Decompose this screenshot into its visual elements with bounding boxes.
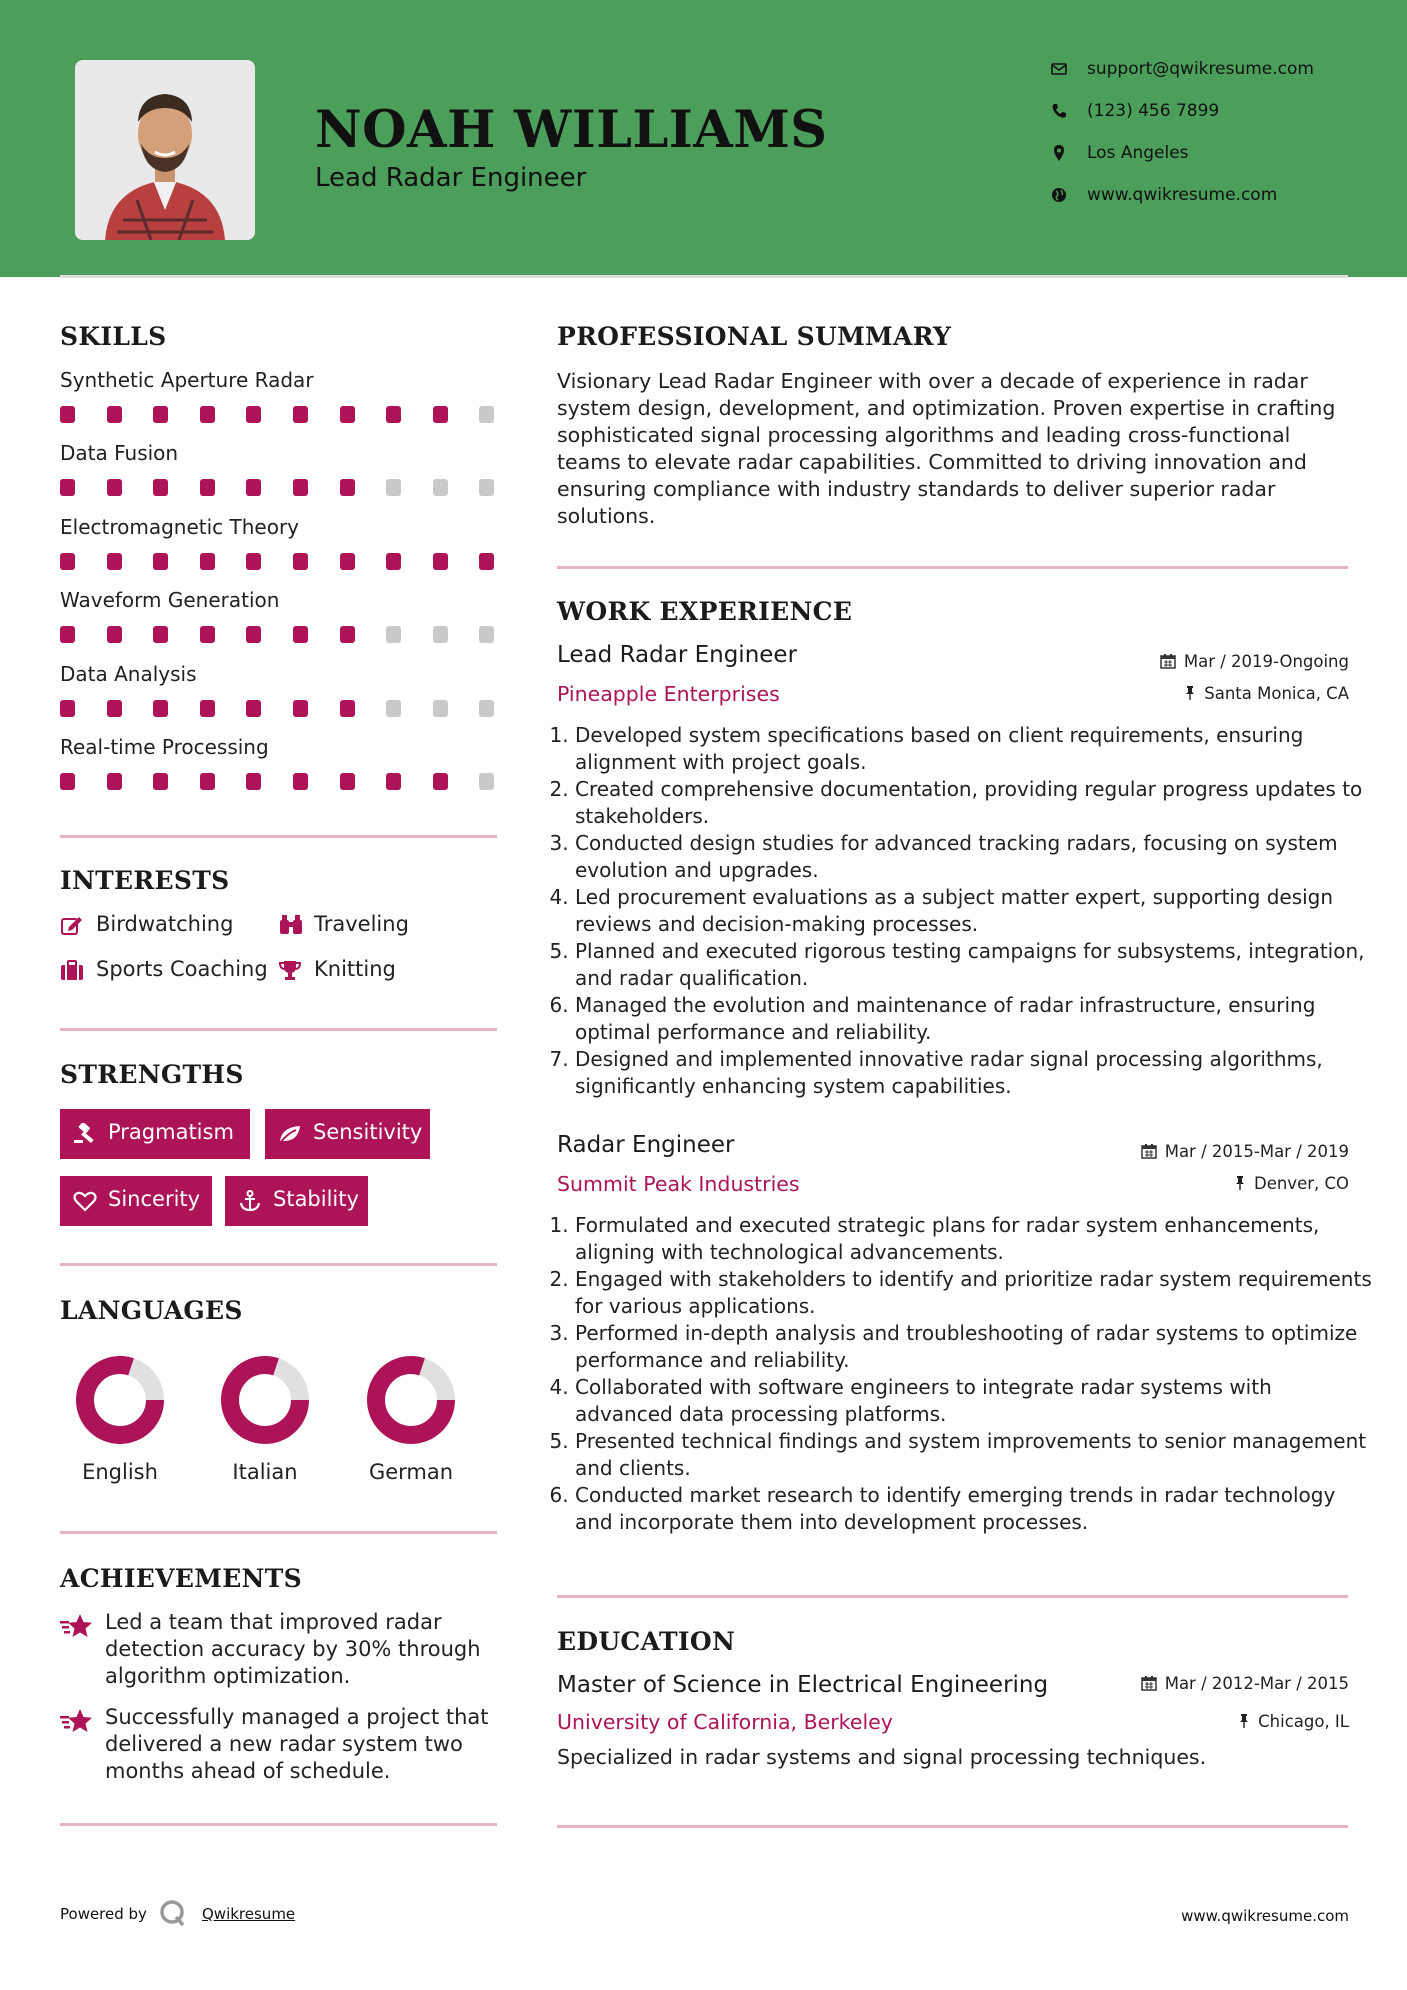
skill-name: Waveform Generation (60, 588, 280, 613)
skill-dot (386, 700, 401, 717)
education-location-text: Chicago, IL (1258, 1712, 1349, 1731)
phone-icon (1050, 102, 1068, 120)
skill-dot (246, 406, 261, 423)
profile-photo (75, 60, 255, 240)
interests-divider (60, 1028, 497, 1031)
strength-label: Pragmatism (108, 1120, 234, 1144)
skill-dot (107, 773, 122, 790)
contact-email-text: support@qwikresume.com (1087, 59, 1314, 79)
skill-dot (60, 479, 75, 496)
languages-divider (60, 1531, 497, 1534)
skill-dot (340, 479, 355, 496)
avatar (75, 60, 255, 240)
job-dates-text: Mar / 2019-Ongoing (1183, 652, 1349, 671)
job-duty-item: 3. Performed in-depth analysis and troubleshooting of radar systems to optimize performance and reliability. (575, 1320, 1375, 1374)
job-company: Pineapple Enterprises (557, 682, 780, 706)
skill-dot (200, 773, 215, 790)
contact-website-text: www.qwikresume.com (1087, 185, 1278, 205)
strength-tag (60, 1176, 212, 1226)
gavel-icon (73, 1123, 97, 1145)
skill-dot (107, 700, 122, 717)
skill-dot (107, 626, 122, 643)
interest-label: Knitting (314, 957, 396, 981)
candidate-name: NOAH WILLIAMS (315, 100, 828, 160)
skill-dot (479, 773, 494, 790)
job-duty-item: 4. Collaborated with software engineers to integrate radar systems with advanced data processing platforms. (575, 1374, 1375, 1428)
skill-dot (107, 479, 122, 496)
skill-dot (246, 626, 261, 643)
briefcase-icon (60, 959, 84, 981)
achievements-title: ACHIEVEMENTS (60, 1564, 302, 1593)
skill-dot (200, 626, 215, 643)
skill-dot (479, 626, 494, 643)
language-level-donut (366, 1355, 456, 1445)
summary-divider (557, 566, 1348, 569)
skill-dot (200, 700, 215, 717)
strengths-divider (60, 1263, 497, 1266)
job-location (1234, 1174, 1349, 1193)
envelope-icon (1050, 60, 1068, 78)
skill-dot (386, 773, 401, 790)
globe-icon (1050, 186, 1068, 204)
job-dates-text: Mar / 2015-Mar / 2019 (1164, 1142, 1349, 1161)
map-pin-icon (1050, 144, 1068, 162)
skill-dot (200, 553, 215, 570)
interests-title: INTERESTS (60, 866, 230, 895)
skill-rating (60, 700, 500, 717)
skills-divider (60, 835, 497, 838)
skill-dot (60, 553, 75, 570)
skill-dot (293, 553, 308, 570)
leaf-icon (278, 1123, 302, 1145)
skill-rating (60, 406, 500, 423)
skill-dot (433, 773, 448, 790)
job-company: Summit Peak Industries (557, 1172, 800, 1196)
footer-brand-link[interactable]: Qwikresume (202, 1905, 296, 1923)
skill-rating (60, 553, 500, 570)
strength-label: Sincerity (108, 1187, 201, 1211)
pencil-square-icon (60, 914, 84, 936)
trophy-icon (278, 959, 302, 981)
achievements-divider (60, 1823, 497, 1826)
language-label: German (368, 1460, 454, 1484)
skill-dot (153, 553, 168, 570)
skill-dot (293, 626, 308, 643)
skill-dot (479, 553, 494, 570)
education-dates (1141, 1674, 1349, 1693)
footer-powered-by: Powered by (60, 1905, 147, 1923)
binoculars-icon (278, 914, 304, 936)
job-duty-item: 7. Designed and implemented innovative radar signal processing algorithms, significantly enhancing system capabilities. (575, 1046, 1375, 1100)
job-location (1184, 684, 1349, 703)
language-label: English (82, 1460, 158, 1484)
strengths-title: STRENGTHS (60, 1060, 244, 1089)
language-level-donut (75, 1355, 165, 1445)
job-duty-item: 2. Engaged with stakeholders to identify and prioritize radar system requirements for various applications. (575, 1266, 1375, 1320)
job-duties-list (555, 722, 1375, 1100)
skill-name: Synthetic Aperture Radar (60, 368, 314, 392)
experience-title: WORK EXPERIENCE (557, 597, 853, 626)
skill-dot (60, 773, 75, 790)
languages-title: LANGUAGES (60, 1296, 243, 1325)
summary-text: Visionary Lead Radar Engineer with over a decade of experience in radar system design, development, and optimization. Proven expertise in crafting sophisticated signal processing algorithms and leading cross-functional teams to elevate radar capabilities. Committed to driving innovation and ensuring compliance with industry standards to deliver superior radar solutions. (557, 369, 1336, 528)
interest-label: Sports Coaching (96, 957, 268, 981)
skill-dot (153, 700, 168, 717)
qwikresume-logo-icon (158, 1898, 188, 1928)
skill-rating (60, 626, 500, 643)
star-icon (60, 1613, 94, 1639)
skill-name: Data Analysis (60, 661, 197, 686)
education-divider (557, 1825, 1348, 1828)
skill-dot (340, 700, 355, 717)
education-description: Specialized in radar systems and signal processing techniques. (557, 1745, 1207, 1769)
footer-website[interactable]: www.qwikresume.com (1181, 1907, 1349, 1925)
skill-dot (386, 553, 401, 570)
education-location (1238, 1712, 1349, 1731)
skills-title: SKILLS (60, 322, 167, 351)
job-duty-item: 5. Planned and executed rigorous testing campaigns for subsystems, integration, and radar qualification. (575, 938, 1375, 992)
job-duties-list (555, 1212, 1375, 1536)
skill-dot (433, 700, 448, 717)
calendar-icon (1141, 1143, 1157, 1159)
skill-name: Electromagnetic Theory (60, 514, 300, 539)
job-dates (1141, 1142, 1349, 1161)
skill-dot (340, 553, 355, 570)
strength-tag (60, 1109, 250, 1159)
education-dates-text: Mar / 2012-Mar / 2015 (1164, 1674, 1349, 1693)
skill-dot (200, 479, 215, 496)
job-title: Radar Engineer (557, 1132, 735, 1158)
job-duty-item: 2. Created comprehensive documentation, providing regular progress updates to stakeholders. (575, 776, 1375, 830)
skill-dot (479, 700, 494, 717)
job-location-text: Santa Monica, CA (1204, 684, 1349, 703)
skill-rating (60, 479, 500, 496)
candidate-role: Lead Radar Engineer (315, 163, 587, 193)
skill-dot (60, 626, 75, 643)
skill-name: Real-time Processing (60, 735, 269, 759)
strength-label: Stability (273, 1187, 359, 1211)
skill-dot (293, 406, 308, 423)
pushpin-icon (1234, 1175, 1246, 1191)
skill-name: Data Fusion (60, 441, 179, 466)
calendar-icon (1160, 653, 1176, 669)
skill-dot (153, 479, 168, 496)
skill-dot (60, 700, 75, 717)
skill-dot (386, 626, 401, 643)
contact-phone-text: (123) 456 7899 (1087, 101, 1220, 121)
language-label: Italian (232, 1460, 298, 1484)
header (0, 0, 1407, 277)
skill-dot (153, 406, 168, 423)
job-duty-item: 1. Developed system specifications based on client requirements, ensuring alignment with project goals. (575, 722, 1375, 776)
anchor-icon (238, 1190, 262, 1212)
skill-dot (386, 406, 401, 423)
job-duty-item: 4. Led procurement evaluations as a subject matter expert, supporting design reviews and decision-making processes. (575, 884, 1375, 938)
skill-dot (60, 406, 75, 423)
job-duty-item: 6. Managed the evolution and maintenance of radar infrastructure, ensuring optimal performance and reliability. (575, 992, 1375, 1046)
skill-dot (293, 479, 308, 496)
skill-dot (153, 626, 168, 643)
calendar-icon (1141, 1675, 1157, 1691)
achievement-text: Successfully managed a project that delivered a new radar system two months ahead of schedule. (105, 1705, 489, 1783)
interest-label: Birdwatching (96, 912, 234, 936)
skill-dot (479, 406, 494, 423)
strength-label: Sensitivity (313, 1120, 423, 1144)
skill-dot (340, 626, 355, 643)
skill-dot (293, 773, 308, 790)
education-title: EDUCATION (557, 1627, 736, 1656)
education-degree: Master of Science in Electrical Engineering (557, 1672, 1049, 1698)
skill-dot (246, 479, 261, 496)
strength-tag (265, 1109, 430, 1159)
education-school: University of California, Berkeley (557, 1710, 893, 1734)
skill-dot (433, 553, 448, 570)
language-level-donut (220, 1355, 310, 1445)
job-duty-item: 6. Conducted market research to identify emerging trends in radar technology and incorporate them into development processes. (575, 1482, 1375, 1536)
skill-dot (340, 406, 355, 423)
contact-location-text: Los Angeles (1087, 143, 1189, 163)
job-title: Lead Radar Engineer (557, 642, 798, 668)
interest-label: Traveling (314, 912, 409, 936)
job-duty-item: 1. Formulated and executed strategic plans for radar system enhancements, aligning with technological advancements. (575, 1212, 1375, 1266)
summary-title: PROFESSIONAL SUMMARY (557, 322, 952, 351)
pushpin-icon (1184, 685, 1196, 701)
skill-dot (107, 553, 122, 570)
skill-dot (340, 773, 355, 790)
skill-dot (433, 626, 448, 643)
skill-dot (107, 406, 122, 423)
skill-dot (433, 406, 448, 423)
skill-dot (293, 700, 308, 717)
job-location-text: Denver, CO (1253, 1174, 1349, 1193)
pushpin-icon (1238, 1713, 1250, 1729)
skill-dot (246, 773, 261, 790)
achievement-text: Led a team that improved radar detection accuracy by 30% through algorithm optimization. (105, 1610, 481, 1688)
skill-dot (479, 479, 494, 496)
strength-tag (225, 1176, 368, 1226)
experience-divider (557, 1595, 1348, 1598)
skill-rating (60, 773, 500, 790)
skill-dot (386, 479, 401, 496)
skill-dot (153, 773, 168, 790)
job-duty-item: 5. Presented technical findings and system improvements to senior management and clients. (575, 1428, 1375, 1482)
skill-dot (200, 406, 215, 423)
skill-dot (246, 700, 261, 717)
job-dates (1160, 652, 1349, 671)
star-icon (60, 1708, 94, 1734)
skill-dot (433, 479, 448, 496)
header-divider (60, 275, 1348, 278)
job-duty-item: 3. Conducted design studies for advanced tracking radars, focusing on system evolution and upgrades. (575, 830, 1375, 884)
skill-dot (246, 553, 261, 570)
heart-icon (73, 1190, 97, 1212)
